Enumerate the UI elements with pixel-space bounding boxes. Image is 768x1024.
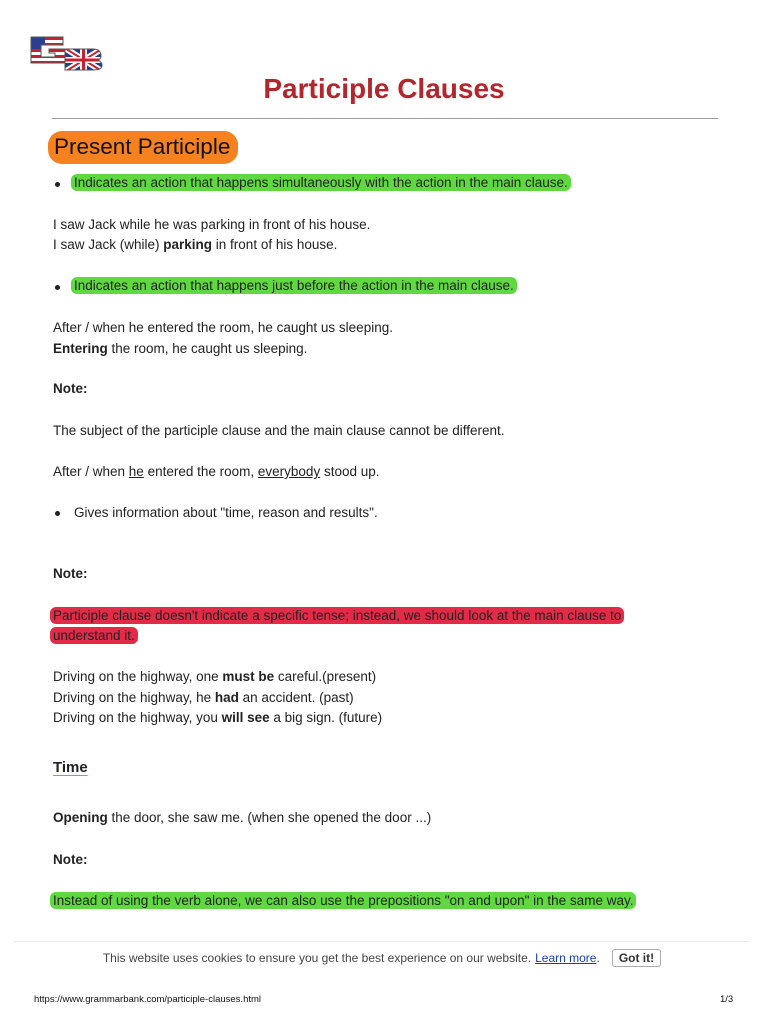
bullet-item: [71, 173, 571, 193]
bold-term: will see: [221, 710, 270, 725]
bold-term: must be: [222, 669, 275, 684]
gb-flags-logo-icon: [27, 33, 103, 71]
text-span: an accident. (past): [238, 690, 354, 705]
subsection-heading-time: Time: [53, 759, 88, 776]
note-label: [53, 850, 88, 870]
highlight-line: [50, 626, 138, 646]
example-line: [53, 688, 354, 708]
bold-term: Opening: [53, 810, 108, 825]
highlight-green: Instead of using the verb alone, we can also use the prepositions "on and upon" in the same way.: [50, 892, 636, 909]
bold-term: had: [214, 690, 239, 705]
example-line: After / when he entered the room, he caught us sleeping.: [53, 320, 393, 335]
example-line: [53, 235, 337, 255]
bullet-item: Gives information about "time, reason and results".: [74, 505, 378, 520]
example-line: [53, 462, 380, 482]
note-label: [53, 564, 88, 584]
text-span: After / when: [53, 464, 129, 479]
highlight-line: [50, 891, 636, 911]
bullet-dot: [55, 285, 60, 290]
text-span: Driving on the highway, he: [53, 690, 215, 705]
bullet-dot: [55, 511, 60, 516]
example-line: [53, 808, 431, 828]
note-label: [53, 379, 88, 399]
bold-term: Entering: [53, 341, 108, 356]
bullet-dot: [55, 182, 60, 187]
text-span: a big sign. (future): [269, 710, 383, 725]
cookie-banner: [14, 941, 750, 974]
underlined-term: everybody: [257, 464, 321, 479]
text-span: Driving on the highway, you: [53, 710, 222, 725]
learn-more-link[interactable]: Learn more: [535, 951, 597, 965]
section-heading: Present Participle: [48, 131, 238, 164]
footer-page-number: 1/3: [720, 994, 734, 1005]
text-span: Driving on the highway, one: [53, 669, 223, 684]
text-span: the door, she saw me. (when she opened the door ...): [107, 810, 432, 825]
bold-term: parking: [163, 237, 213, 252]
bullet-item: [71, 276, 517, 296]
text-span: I saw Jack (while): [53, 237, 164, 252]
example-line: [53, 667, 376, 687]
text-span: entered the room,: [143, 464, 258, 479]
bold-term: Note:: [53, 381, 88, 396]
bold-term: Note:: [53, 566, 88, 581]
cookie-text: This website uses cookies to ensure you get the best experience on our website.: [102, 951, 532, 965]
footer-url: https://www.grammarbank.com/participle-clauses.html: [34, 994, 262, 1005]
title-divider: [52, 118, 718, 119]
highlight-green: Indicates an action that happens simultaneously with the action in the main clause.: [71, 174, 571, 191]
highlight-red: Participle clause doesn't indicate a specific tense; instead, we should look at the main clause to: [50, 607, 624, 624]
highlight-line: [50, 606, 624, 626]
note-text: The subject of the participle clause and the main clause cannot be different.: [53, 423, 505, 438]
page-title: Participle Clauses: [263, 73, 505, 104]
example-line: [53, 708, 382, 728]
example-line: [53, 339, 307, 359]
highlight-green: Indicates an action that happens just before the action in the main clause.: [71, 277, 517, 294]
text-span: the room, he caught us sleeping.: [107, 341, 308, 356]
example-line: I saw Jack while he was parking in front of his house.: [53, 217, 371, 232]
text-span: careful.(present): [274, 669, 377, 684]
cookie-period: .: [596, 951, 600, 965]
highlight-red: understand it.: [50, 627, 138, 644]
bold-term: Note:: [53, 852, 88, 867]
got-it-button[interactable]: Got it!: [612, 949, 661, 967]
text-span: stood up.: [320, 464, 380, 479]
text-span: in front of his house.: [212, 237, 338, 252]
underlined-term: he: [128, 464, 144, 479]
